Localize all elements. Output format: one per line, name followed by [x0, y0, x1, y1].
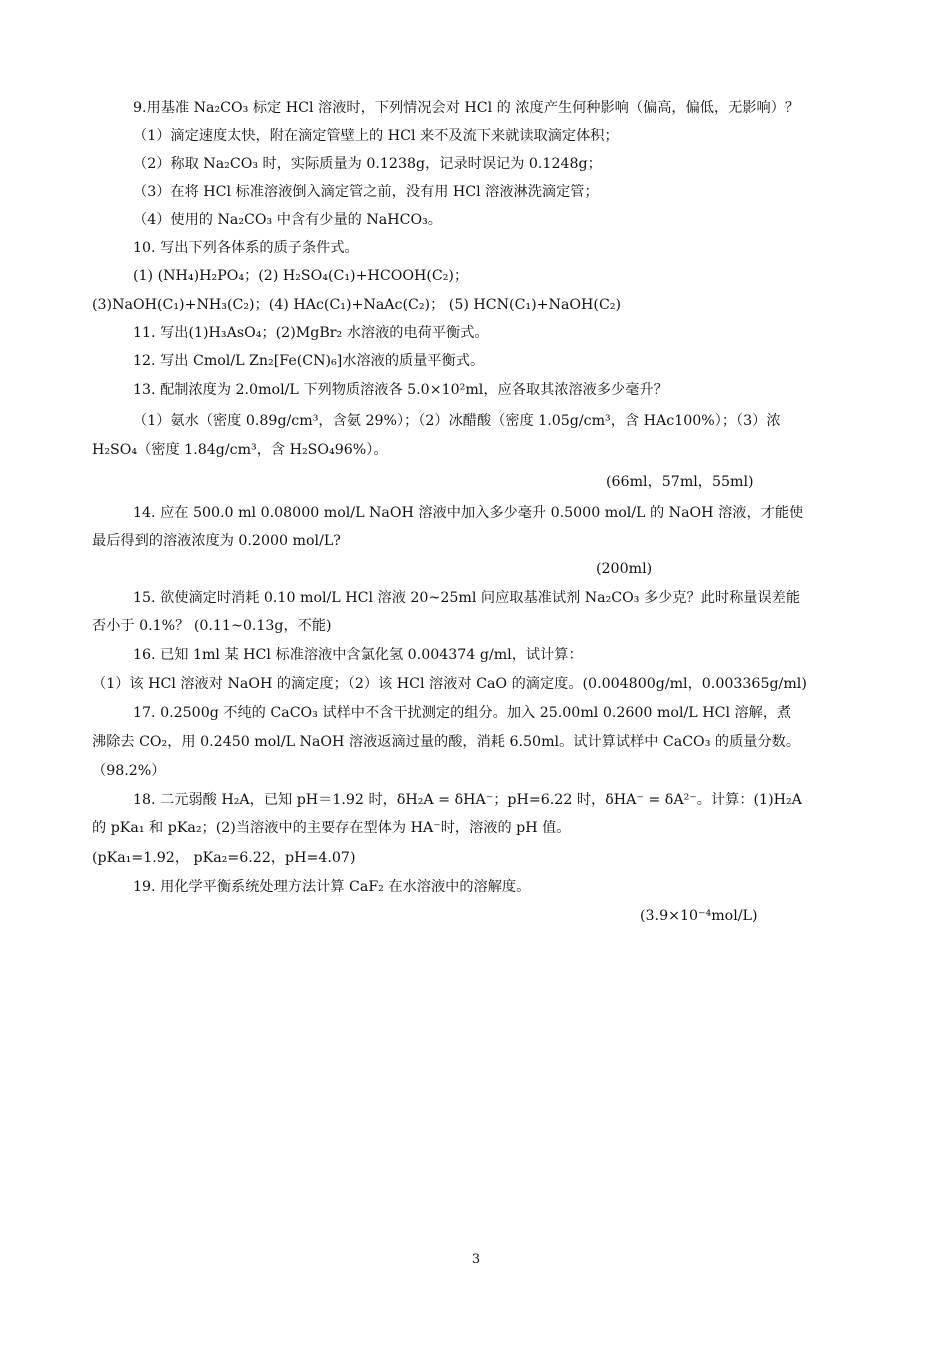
q17-answer: （98.2%）	[92, 763, 166, 779]
q9-item-2: （2）称取 Na₂CO₃ 时，实际质量为 0.1238g，记录时误记为 0.1248g；	[133, 156, 602, 172]
question-9: 9.用基准 Na₂CO₃ 标定 HCl 溶液时，下列情况会对 HCl 的 浓度产生何种影响（偏高，偏低，无影响）？	[133, 100, 800, 116]
q16-items: （1）该 HCl 溶液对 NaOH 的滴定度；（2）该 HCl 溶液对 CaO 的滴定度。(0.004800g/ml，0.003365g/ml)	[92, 676, 807, 692]
question-10: 10. 写出下列各体系的质子条件式。	[133, 240, 359, 256]
question-17: 17. 0.2500g 不纯的 CaCO₃ 试样中不含干扰测定的组分。加入 25.00ml 0.2600 mol/L HCl 溶解，煮	[133, 705, 792, 721]
q10-items-b: (3)NaOH(C₁)+NH₃(C₂)；(4) HAc(C₁)+NaAc(C₂)； (5) HCN(C₁)+NaOH(C₂)	[92, 297, 622, 313]
q18-answer: (pKa₁=1.92， pKa₂=6.22，pH=4.07)	[92, 850, 356, 866]
q19-answer: (3.9×10⁻⁴mol/L)	[640, 908, 758, 924]
question-15: 15. 欲使滴定时消耗 0.10 mol/L HCl 溶液 20~25ml 问应取基准试剂 Na₂CO₃ 多少克？此时称量误差能	[133, 590, 801, 606]
q17-cont: 沸除去 CO₂，用 0.2450 mol/L NaOH 溶液返滴过量的酸，消耗 6.50ml。试计算试样中 CaCO₃ 的质量分数。	[92, 734, 801, 750]
q10-items-a: (1) (NH₄)H₂PO₄；(2) H₂SO₄(C₁)+HCOOH(C₂)；	[133, 268, 469, 284]
question-13: 13. 配制浓度为 2.0mol/L 下列物质溶液各 5.0×10²ml，应各取其浓溶液多少毫升？	[133, 382, 668, 398]
question-18: 18. 二元弱酸 H₂A，已知 pH＝1.92 时，δH₂A = δHA⁻；pH=6.22 时，δHA⁻ = δA²⁻。计算：(1)H₂A	[133, 792, 802, 808]
q18-cont: 的 pKa₁ 和 pKa₂；(2)当溶液中的主要存在型体为 HA⁻时，溶液的 pH 值。	[92, 820, 571, 836]
question-12: 12. 写出 Cmol/L Zn₂[Fe(CN)₆]水溶液的质量平衡式。	[133, 353, 485, 369]
q9-item-1: （1）滴定速度太快，附在滴定管壁上的 HCl 来不及流下来就读取滴定体积；	[133, 128, 619, 144]
q14-cont: 最后得到的溶液浓度为 0.2000 mol/L?	[92, 533, 341, 549]
question-19: 19. 用化学平衡系统处理方法计算 CaF₂ 在水溶液中的溶解度。	[133, 879, 531, 895]
q9-item-4: （4）使用的 Na₂CO₃ 中含有少量的 NaHCO₃。	[133, 212, 442, 228]
q14-answer: (200ml)	[596, 561, 653, 577]
question-11: 11. 写出(1)H₃AsO₄；(2)MgBr₂ 水溶液的电荷平衡式。	[133, 325, 489, 341]
q9-item-3: （3）在将 HCl 标准溶液倒入滴定管之前，没有用 HCl 溶液淋洗滴定管；	[133, 184, 599, 200]
q13-items-b: H₂SO₄（密度 1.84g/cm³，含 H₂SO₄96%）。	[92, 442, 388, 458]
question-16: 16. 已知 1ml 某 HCl 标准溶液中含氯化氢 0.004374 g/ml，试计算：	[133, 647, 583, 663]
q13-items-a: （1）氨水（密度 0.89g/cm³，含氨 29%）；（2）冰醋酸（密度 1.05g/cm³，含 HAc100%）；（3）浓	[133, 413, 781, 429]
q13-answer: (66ml，57ml，55ml)	[606, 474, 754, 490]
question-14: 14. 应在 500.0 ml 0.08000 mol/L NaOH 溶液中加入多少毫升 0.5000 mol/L 的 NaOH 溶液，才能使	[133, 505, 804, 521]
page-number: 3	[471, 1252, 481, 1267]
q15-cont: 否小于 0.1%？ (0.11~0.13g，不能)	[92, 618, 332, 634]
